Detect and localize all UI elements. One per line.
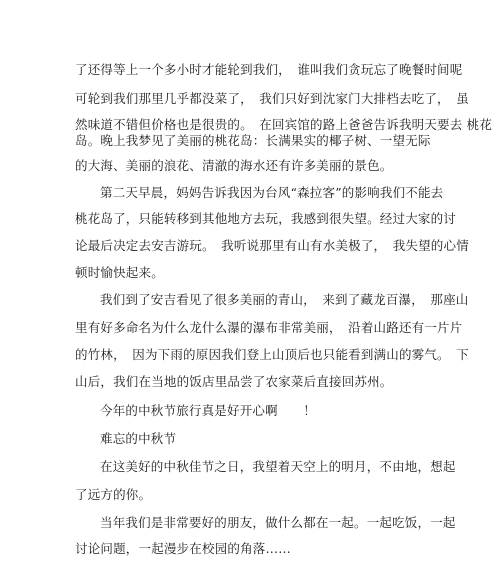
document-subtitle: 难忘的中秋节 [100,431,177,446]
text-line: 岛。晚上我梦见了美丽的桃花岛：长满果实的椰子树、一望无际 [75,133,431,148]
text-line: 里有好多命名为什么龙什么瀑的瀑布非常美丽， 沿着山路还有一片片 [75,320,463,335]
text-line: 桃花岛了，只能转移到其他地方去玩，我感到很失望。经过大家的讨 [75,211,457,226]
text-line: 我们到了安吉看见了很多美丽的青山， 来到了藏龙百瀑， 那座山 [100,292,469,307]
text-line: 然味道不错但价格也是很贵的。 在回宾馆的路上爸爸告诉我明天要去 桃花 [75,117,493,132]
text-line: 讨论问题，一起漫步在校园的角落…… [75,541,291,556]
text-line: 了远方的你。 [75,487,152,502]
text-line: 山后，我们在当地的饭店里品尝了农家菜后直接回苏州。 [75,374,393,389]
text-line: 第二天早晨，妈妈告诉我因为台风“森拉客”的影响我们不能去 [100,185,444,200]
text-line: 今年的中秋节旅行真是好开心啊 ！ [100,403,316,418]
text-line: 了还得等上一个多小时才能轮到我们， 谁叫我们贪玩忘了晚餐时间呢 [75,62,463,77]
text-line: 可轮到我们那里几乎都没菜了， 我们只好到沈家门大排档去吃了， 虽 [75,91,469,106]
text-line: 的大海、美丽的浪花、清澈的海水还有许多美丽的景色。 [75,158,393,173]
text-line: 当年我们是非常要好的朋友，做什么都在一起。一起吃饭，一起 [100,515,456,530]
text-line: 顿时愉快起来。 [75,265,164,280]
text-line: 的竹林， 因为下雨的原因我们登上山顶后也只能看到满山的雾气。 下 [75,347,469,362]
text-line: 论最后决定去安吉游玩。 我听说那里有山有水美极了， 我失望的心情 [75,238,469,253]
text-line: 在这美好的中秋佳节之日，我望着天空上的明月，不由地，想起 [100,459,456,474]
